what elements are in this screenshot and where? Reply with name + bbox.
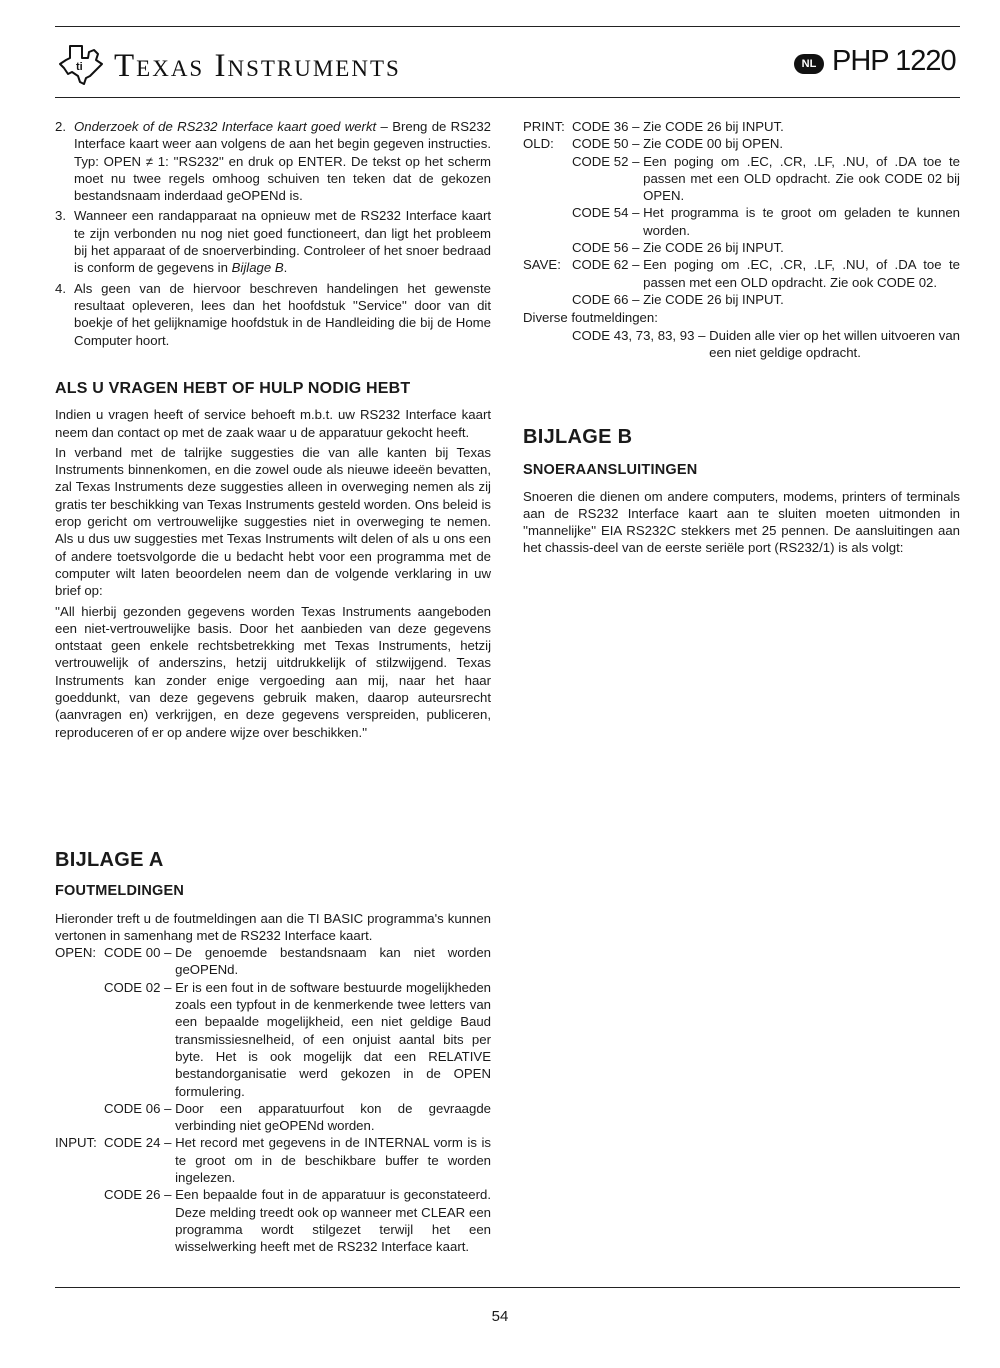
steps-list: [55, 118, 491, 352]
bijlage-a-subheading: FOUTMELDINGEN: [55, 883, 185, 900]
texas-instruments-logo-icon: [58, 42, 106, 86]
bijlage-a-heading: BIJLAGE A: [55, 849, 164, 871]
step-title: Onderzoek of de RS232 Interface kaart goed werkt: [74, 119, 377, 134]
header-bottom-rule: [55, 97, 960, 98]
footer-rule: [55, 1287, 960, 1288]
error-row: OPEN: CODE 00 – De genoemde bestandsnaam kan niet worden geOPENd.: [55, 945, 491, 978]
language-badge: NL: [794, 54, 824, 74]
list-item: 4. Als geen van de hiervoor beschreven handelingen het gewenste resultaat opleveren, lees dan het hoofdstuk ''Service'' door van dit boekje of het gelijknamige hoofdstuk in de Handleiding die bij de Home Computer hoort.: [55, 280, 491, 348]
help-paragraph: In verband met de talrijke suggesties die van alle kanten bij Texas Instruments binnenkomen, en die zowel oude als nieuwe ideeën bevatten, zal Texas Instruments deze suggesties alleen in overweging nemen als zij gratis ter beschikking van Texas Instruments gesteld worden. Ons beleid is erop gericht om vertrouwelijke suggesties niet in overweging te nemen. Als u dus uw suggesties met Texas Instruments wilt delen of als u ons een of andere toetsvolgorde die u bedacht hebt voor een programma met de computer wilt laten beoordelen neem dan de volgende verklaring in uw brief op:: [55, 444, 491, 599]
bijlage-a-intro: Hieronder treft u de foutmeldingen aan die TI BASIC programma's kunnen vertonen in samenhang met de RS232 Interface kaart.: [55, 910, 491, 943]
bijlage-b-heading: BIJLAGE B: [523, 426, 633, 448]
svg-text:ti: ti: [76, 61, 83, 73]
error-row: CODE 43, 73, 83, 93 – Duiden alle vier op het willen uitvoeren van een niet geldige opdracht.: [572, 327, 960, 360]
error-row: CODE 52 – Een poging om .EC, .CR, .LF, .NU, of .DA toe te passen met een OLD opdracht. Zie ook CODE 02 bij OPEN.: [572, 153, 960, 204]
error-list-continued: [523, 118, 960, 361]
error-row: CODE 02 – Er is een fout in de software bestuurde mogelijkheden zoals een typfout in de kenmerkende twee letters van een bepaalde mogelijkheid, een niet geldige Baud transmissiesnelheid, of een onjuist aantal bits per byte. Het is ook mogelijk dat een RELATIVE bestandorganisatie werd gekozen in de OPEN formulering.: [104, 979, 491, 1099]
error-row: CODE 56 – Zie CODE 26 bij INPUT.: [572, 240, 784, 256]
error-row: CODE 26 – Een bepaalde fout in de apparatuur is geconstateerd. Deze melding treedt ook op wanneer met CLEAR een programma wordt stilgezet terwijl het een wisselwerking heeft met de RS232 Interface kaart.: [104, 1187, 491, 1255]
error-row: CODE 54 – Het programma is te groot om geladen te kunnen worden.: [572, 205, 960, 238]
brand-name: Texas Instruments: [114, 48, 401, 84]
help-quote: ''All hierbij gezonden gegevens worden Texas Instruments aangeboden een niet-vertrouwelijke basis. Door het aanbieden van deze gegevens ontstaat geen enkele rechtsbetrekking met Texas Instruments, hetzij vertrouwelijk of anderszins, hetzij uitdrukkelijk of stilzwijgend. Texas Instruments kan zonder enige vergoeding aan mij, naar het haar goeddunkt, van deze gegevens gebruik maken, daarop auteursrecht (aanvragen en) verkrijgen, en deze gegevens verspreiden, publiceren, reproduceren of er op andere wijze over beschikken.'': [55, 603, 491, 740]
misc-errors-label: Diverse foutmeldingen:: [523, 310, 658, 326]
error-row: PRINT: CODE 36 – Zie CODE 26 bij INPUT.: [523, 119, 784, 134]
help-paragraph: Indien u vragen heeft of service behoeft m.b.t. uw RS232 Interface kaart neem dan contact op met de zaak waar u de apparatuur gekocht heeft.: [55, 407, 491, 440]
list-item: 2. Onderzoek of de RS232 Interface kaart goed werkt – Breng de RS232 Interface kaart weer aan volgens de aan het begin gegeven instructies. Typ: OPEN ≠ 1: ''RS232'' en druk op ENTER. De tekst op het scherm moet nu twee regels omhoog schuiven ten teken dat de gekozen bestandsnaam inderdaad geOPENd is.: [55, 119, 492, 204]
model-number: PHP 1220: [832, 45, 956, 77]
help-section: [55, 380, 491, 741]
header-top-rule: [55, 26, 960, 27]
error-row: INPUT: CODE 24 – Het record met gegevens in de INTERNAL vorm is is te groot om in de beschikbare buffer te worden ingelezen.: [55, 1135, 491, 1186]
error-list: [55, 944, 491, 1255]
error-row: SAVE: CODE 62 – Een poging om .EC, .CR, .LF, .NU, of .DA toe te passen met een OLD opdracht. Zie ook CODE 02.: [523, 257, 960, 290]
error-row: OLD: CODE 50 – Zie CODE 00 bij OPEN.: [523, 136, 784, 152]
error-row: CODE 66 – Zie CODE 26 bij INPUT.: [572, 291, 784, 307]
bijlage-b-paragraph: Snoeren die dienen om andere computers, modems, printers of terminals aan de RS232 Interface kaart aan te sluiten moeten uitmonden in ''mannelijke'' EIA RS232C stekkers met 25 pennen. De aansluitingen aan het chassis-deel van de eerste seriële port (RS232/1) is als volgt:: [523, 488, 960, 556]
page-number: 54: [491, 1308, 509, 1325]
error-row: CODE 06 – Door een apparatuurfout kon de gevraagde verbinding niet geOPENd worden.: [104, 1100, 491, 1134]
bijlage-a-section: [55, 849, 491, 1256]
help-heading: ALS U VRAGEN HEBT OF HULP NODIG HEBT: [55, 380, 411, 397]
bijlage-b-subheading: SNOERAANSLUITINGEN: [523, 462, 698, 479]
bijlage-b-section: [523, 426, 960, 557]
list-item: 3. Wanneer een randapparaat na opnieuw met de RS232 Interface kaart te zijn verbonden nu nog niet goed functioneert, dan ligt het probleem bij het apparaat of de snoerverbinding. Controleer of het snoer bedraad is conform de gegevens in Bijlage B.: [55, 208, 491, 276]
bijlage-b-reference: Bijlage B: [231, 260, 284, 276]
